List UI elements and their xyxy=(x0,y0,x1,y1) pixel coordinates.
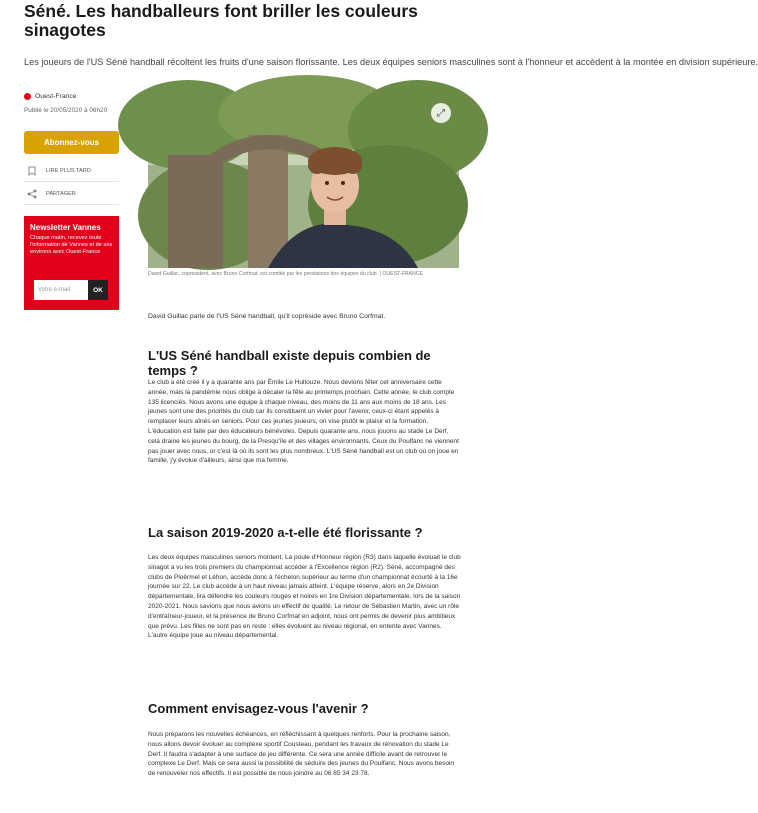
newsletter-box xyxy=(24,216,119,310)
article-intro: David Guillac parle de l'US Séné handball, qu'il copréside avec Bruno Corfmat. xyxy=(148,313,386,320)
share-button[interactable] xyxy=(24,189,76,199)
read-later-button[interactable] xyxy=(24,166,91,176)
article-source[interactable] xyxy=(24,93,77,100)
article-title: Séné. Les handballeurs font briller les couleurs sinagotes xyxy=(24,1,418,40)
photo-caption: David Guillac, copresident, avec Bruno Corfmat, est comblé par les prestations des équipes du club. | OUEST-FRANCE xyxy=(148,271,423,277)
share-icon xyxy=(24,189,40,199)
sidebar-divider xyxy=(24,181,119,182)
section-heading: La saison 2019-2020 a-t-elle été florissante ? xyxy=(148,525,423,540)
bookmark-icon xyxy=(24,166,40,176)
section-heading: L'US Séné handball existe depuis combien de temps ? xyxy=(148,348,431,378)
sidebar-divider xyxy=(24,204,119,205)
read-later-label: LIRE PLUS TARD xyxy=(46,168,91,174)
section-body: Le club a été créé il y a quarante ans par Émile Le Hultouze. Nous devions fêter cet anniversaire cette année, mais la pandémie nous oblige à décaler la fête au printemps prochain. Cette année, le club compte 135 licenciés. Nous avons une équipe à chaque niveau, des moins de 11 ans aux moins de 18 ans. Les jeunes sont une des priorités du club car ils constituent un vivier pour l'avenir, ceux-ci étant appelés à remplacer leurs aînés en seniors. Pour ces jeunes joueurs, on vise plutôt le plaisir et la formation. L'éducation est faite par des éducateurs bénévoles. Depuis quarante ans, nous jouons au stade Le Derf, cela draine les jeunes du bourg, de la Presqu'île et des villages environnants. Ceux du Poulfanc ne viennent pas jouer avec nous, or c'est là où ils sont les plus nombreux. L'US Séné handball est un club où on joue en famille, j'y évolue d'ailleurs, ainsi que ma femme. xyxy=(148,379,459,465)
publish-date: Publié le 20/05/2020 à 06h20 xyxy=(24,107,108,114)
subscribe-button[interactable]: Abonnez-vous xyxy=(24,131,119,154)
newsletter-submit-button[interactable]: OK xyxy=(88,280,108,300)
article-photo[interactable] xyxy=(148,95,459,268)
share-label: PARTAGER xyxy=(46,191,76,197)
section-heading: Comment envisagez-vous l'avenir ? xyxy=(148,701,369,716)
section-body: Nous préparons les nouvelles échéances, en réfléchissant à quelques renforts. Pour la prochaine saison, nous allons devoir évoluer au complexe sportif Cousteau, pendant les travaux de rénovation du stade Le Derf. Il faudra s'adapter à une surface de jeu différente. Ce sera une année difficile avant de retrouver le complexe Le Derf. Mais ce sera aussi la possibilité de séduire des jeunes du Poulfanc. Nous avons besoin de renouveler nos effectifs. Il est possible de nous joindre au 06 85 34 23 78. xyxy=(148,731,455,778)
article-lead: Les joueurs de l'US Séné handball récoltent les fruits d'une saison florissante. Les deux équipes seniors masculines sont à l'honneur et accèdent à la montée en division supérieure. xyxy=(24,57,758,67)
ouest-france-logo-icon xyxy=(24,93,31,100)
photo-illustration xyxy=(148,95,459,268)
newsletter-form xyxy=(34,280,108,300)
source-name: Ouest-France xyxy=(35,93,77,100)
newsletter-title: Newsletter Vannes xyxy=(30,223,101,232)
newsletter-text: Chaque matin, recevez toute l'information de Vannes et de ses environs avec Ouest-France xyxy=(30,235,113,255)
section-body: Les deux équipes masculines seniors montent. La poule d'Honneur région (R3) dans laquelle évoluait le club sinagot a vu les trois premiers du championnat accéder à l'Excellence région (R2). Séné, accompagné des clubs de Ploërmel et Léhon, accède donc à l'échelon supérieur au terme d'un championnat écourté à la 16e journée sur 22. Le club accède à un haut niveau jamais atteint. L'équipe réserve, alors en 2e Division départementale, lira défendre les couleurs rouges et noires en 1re Division départementale, lors de la saison 2020-2021. Nous savions que nous avions un effectif de qualité. Le retour de Sébastien Martin, avec un rôle d'entraîneur-joueur, et la présence de Bruno Corfmat en adjoint, nous ont permis de devenir plus ambitieux que prévu. Les filles ne sont pas en reste : elles évoluent au niveau régional, en entente avec Vannes. L'autre équipe joue au niveau départemental. xyxy=(148,554,461,640)
newsletter-email-input[interactable]: Votre e-mail xyxy=(34,280,88,300)
expand-icon[interactable]: ⤢ xyxy=(431,103,451,123)
